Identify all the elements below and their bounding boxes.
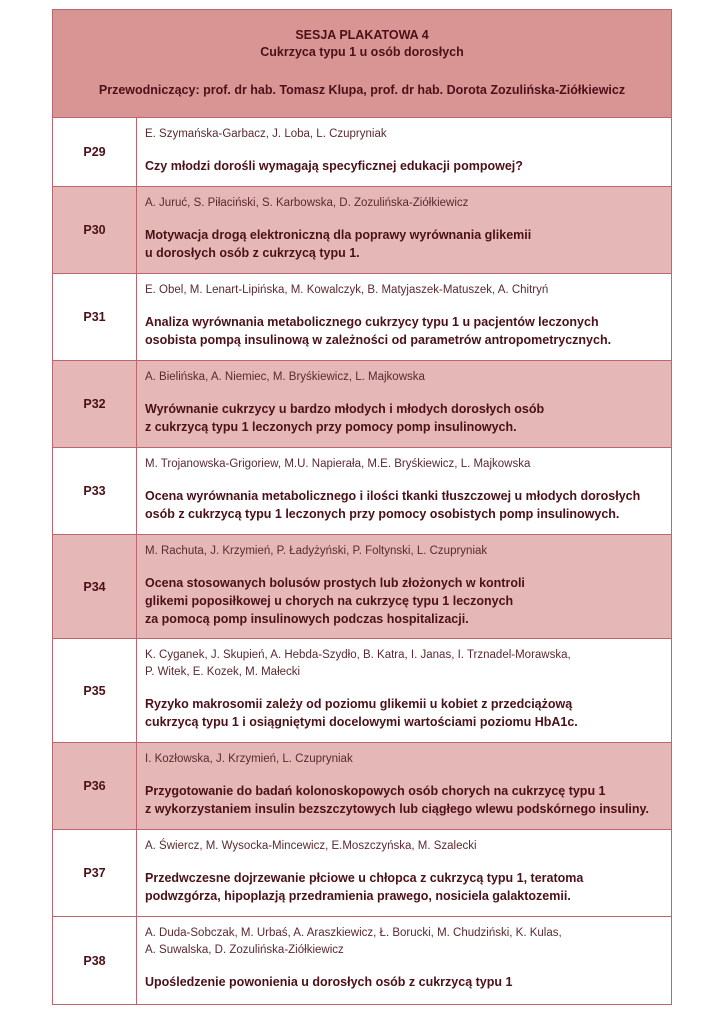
poster-authors: E. Obel, M. Lenart-Lipińska, M. Kowalczyk, B. Matyjaszek-Matuszek, A. Chitryń [145, 284, 549, 296]
poster-title: Ocena stosowanych bolusów prostych lub złożonych w kontroli glikemi poposiłkowej u chorych na cukrzycę typu 1 leczonych za pomocą pomp insulinowych podczas hospitalizacji. [145, 576, 525, 626]
poster-authors: M. Trojanowska-Grigoriew, M.U. Napierała, M.E. Bryśkiewicz, L. Majkowska [145, 458, 531, 470]
poster-content [137, 830, 671, 916]
poster-row [53, 535, 671, 639]
poster-content [137, 917, 671, 1004]
poster-row [53, 830, 671, 917]
poster-title: Motywacja drogą elektroniczną dla poprawy wyrównania glikemii u dorosłych osób z cukrzycą typu 1. [145, 228, 532, 260]
poster-content [137, 274, 671, 360]
poster-content [137, 448, 671, 534]
session-subtitle: Cukrzyca typu 1 u osób dorosłych [260, 45, 464, 59]
poster-code: P32 [53, 361, 137, 447]
poster-code: P38 [53, 917, 137, 1004]
poster-title: Wyrównanie cukrzycy u bardzo młodych i młodych dorosłych osób z cukrzycą typu 1 leczonych przy pomocy pomp insulinowych. [145, 402, 545, 434]
poster-code: P30 [53, 187, 137, 273]
poster-authors: M. Rachuta, J. Krzymień, P. Ładyżyński, P. Foltynski, L. Czupryniak [145, 545, 488, 557]
poster-content [137, 361, 671, 447]
poster-content [137, 535, 671, 638]
poster-authors: A. Bielińska, A. Niemiec, M. Bryśkiewicz, L. Majkowska [145, 371, 425, 383]
session-header [53, 10, 671, 118]
poster-title: Czy młodzi dorośli wymagają specyficznej edukacji pompowej? [145, 159, 523, 173]
session-chairs: Przewodniczący: prof. dr hab. Tomasz Klupa, prof. dr hab. Dorota Zozulińska-Ziółkiewicz [98, 83, 626, 97]
poster-authors: A. Duda-Sobczak, M. Urbaś, A. Araszkiewicz, Ł. Borucki, M. Chudziński, K. Kulas, A. Suwalska, D. Zozulińska-Ziółkiewicz [145, 927, 562, 956]
poster-title: Przedwczesne dojrzewanie płciowe u chłopca z cukrzycą typu 1, teratoma podwzgórza, hipoplazją przedramienia prawego, nosiciela galaktozemii. [145, 871, 584, 903]
poster-code: P35 [53, 639, 137, 742]
poster-code: P37 [53, 830, 137, 916]
poster-content [137, 639, 671, 742]
poster-title: Ocena wyrównania metabolicznego i ilości tkanki tłuszczowej u młodych dorosłych osób z cukrzycą typu 1 leczonych przy pomocy osobistych pomp insulinowych. [145, 489, 641, 521]
poster-code: P29 [53, 118, 137, 186]
poster-content [137, 743, 671, 829]
poster-authors: E. Szymańska-Garbacz, J. Loba, L. Czupryniak [145, 128, 387, 140]
poster-row [53, 448, 671, 535]
poster-row [53, 743, 671, 830]
poster-authors: A. Świercz, M. Wysocka-Mincewicz, E.Moszczyńska, M. Szalecki [145, 840, 477, 852]
poster-title: Ryzyko makrosomii zależy od poziomu glikemii u kobiet z przedciążową cukrzycą typu 1 i osiągniętymi docelowymi wartościami poziomu HbA1c. [145, 697, 578, 729]
poster-authors: K. Cyganek, J. Skupień, A. Hebda-Szydło, B. Katra, I. Janas, I. Trznadel-Morawska, P. Witek, E. Kozek, M. Małecki [145, 649, 571, 678]
poster-code: P36 [53, 743, 137, 829]
poster-authors: A. Juruć, S. Piłaciński, S. Karbowska, D. Zozulińska-Ziółkiewicz [145, 197, 469, 209]
poster-title: Analiza wyrównania metabolicznego cukrzycy typu 1 u pacjentów leczonych osobista pompą insulinową w zależności od parametrów antropometrycznych. [145, 315, 612, 347]
poster-row [53, 361, 671, 448]
poster-row [53, 187, 671, 274]
poster-authors: I. Kozłowska, J. Krzymień, L. Czupryniak [145, 753, 353, 765]
poster-title: Upośledzenie powonienia u dorosłych osób z cukrzycą typu 1 [145, 975, 513, 989]
poster-content [137, 118, 671, 186]
poster-row [53, 274, 671, 361]
poster-content [137, 187, 671, 273]
poster-code: P34 [53, 535, 137, 638]
poster-row [53, 118, 671, 187]
poster-code: P31 [53, 274, 137, 360]
poster-row [53, 917, 671, 1004]
poster-title: Przygotowanie do badań kolonoskopowych osób chorych na cukrzycę typu 1 z wykorzystaniem insulin bezszczytowych lub ciągłego wlewu podskórnego insuliny. [145, 784, 650, 816]
poster-code: P33 [53, 448, 137, 534]
session-label: SESJA PLAKATOWA 4 [295, 28, 429, 42]
poster-session-table [52, 9, 672, 1005]
poster-row [53, 639, 671, 743]
